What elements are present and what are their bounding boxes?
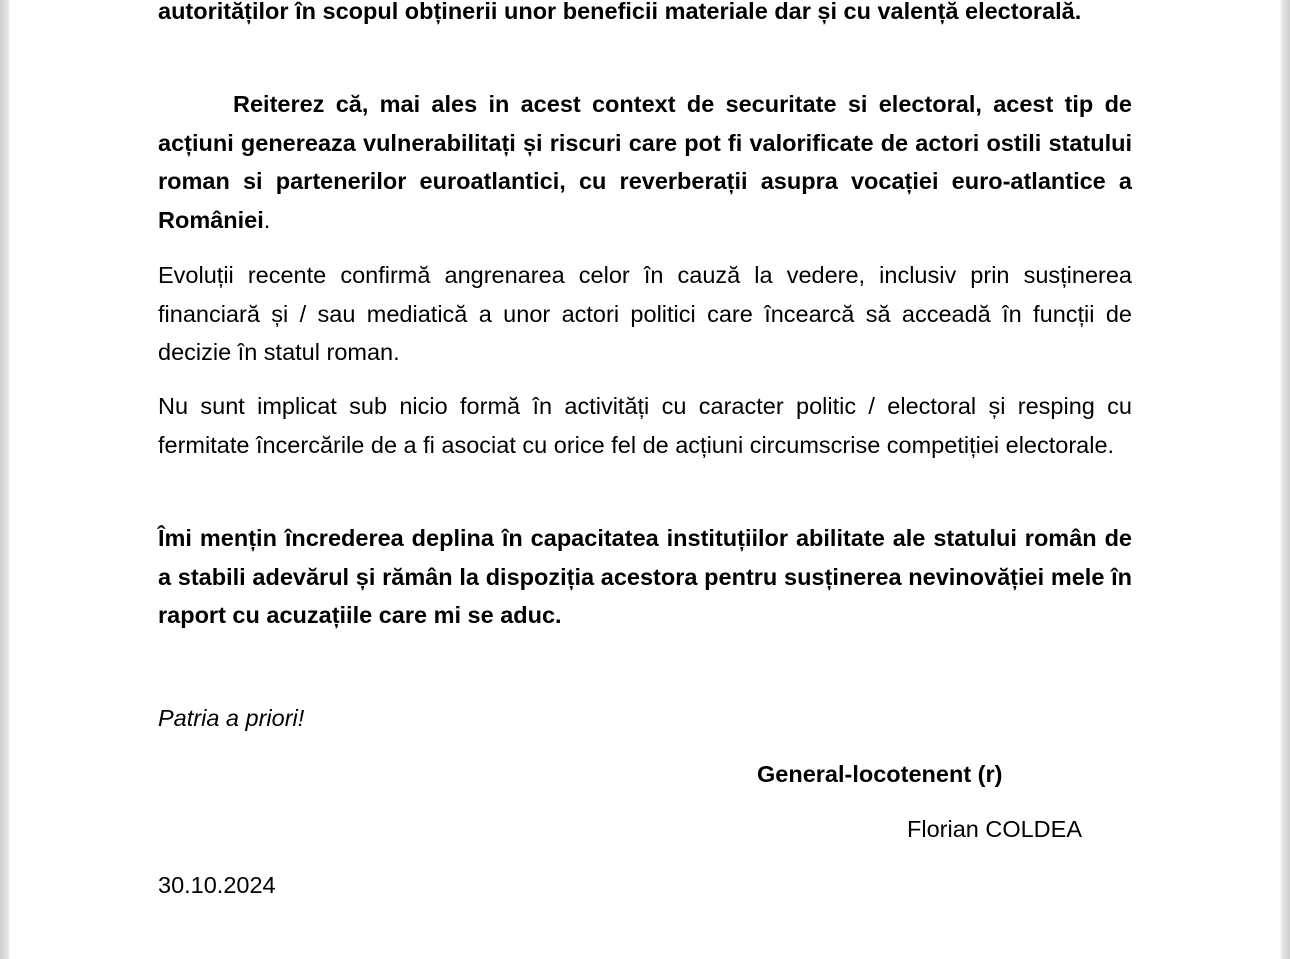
- paragraph-text: [158, 85, 1132, 239]
- paragraph-recent-evolutions: [158, 256, 1132, 372]
- paragraph-text: autorităților în scopul obținerii unor beneficii materiale dar și cu valență electorală.: [158, 0, 1082, 24]
- paragraph-period: .: [263, 206, 271, 233]
- paragraph-non-involvement: [158, 387, 1132, 464]
- paragraph-text: Nu sunt implicat sub nicio formă în activități cu caracter politic / electoral și resping cu fermitate încercările de a fi asociat cu orice fel de acțiuni circumscrise competiției electorale.: [158, 393, 1132, 458]
- paragraph-electoral-benefits: [158, 0, 1132, 31]
- motto: Patria a priori!: [158, 705, 305, 731]
- signer-rank: General-locotenent (r): [757, 761, 1003, 787]
- paragraph-text: Îmi mențin încrederea deplina în capacitatea instituțiilor abilitate ale statului român de a stabili adevărul și rămân la dispoziția acestora pentru susținerea nevinovăției mele în raport cu acuzațiile care mi se aduc.: [158, 525, 1132, 628]
- paragraph-trust-institutions: [158, 519, 1132, 635]
- paragraph-reiteration: [158, 85, 1132, 239]
- document-date: 30.10.2024: [158, 872, 276, 898]
- signer-name: Florian COLDEA: [907, 816, 1082, 842]
- paragraph-bold-text: Reiterez că, mai ales in acest context de securitate si electoral, acest tip de acțiuni genereaza vulnerabilitați și riscuri care pot fi valorificate de actori ostili statului roman si partenerilor euroatlantici, cu reverberații asupra vocației euro-atlantice a României: [158, 91, 1132, 233]
- paragraph-text: Evoluții recente confirmă angrenarea celor în cauză la vedere, inclusiv prin susținerea financiară și / sau mediatică a unor actori politici care încearcă să acceadă în funcții de decizie în statul roman.: [158, 262, 1132, 365]
- document-page: [10, 0, 1280, 959]
